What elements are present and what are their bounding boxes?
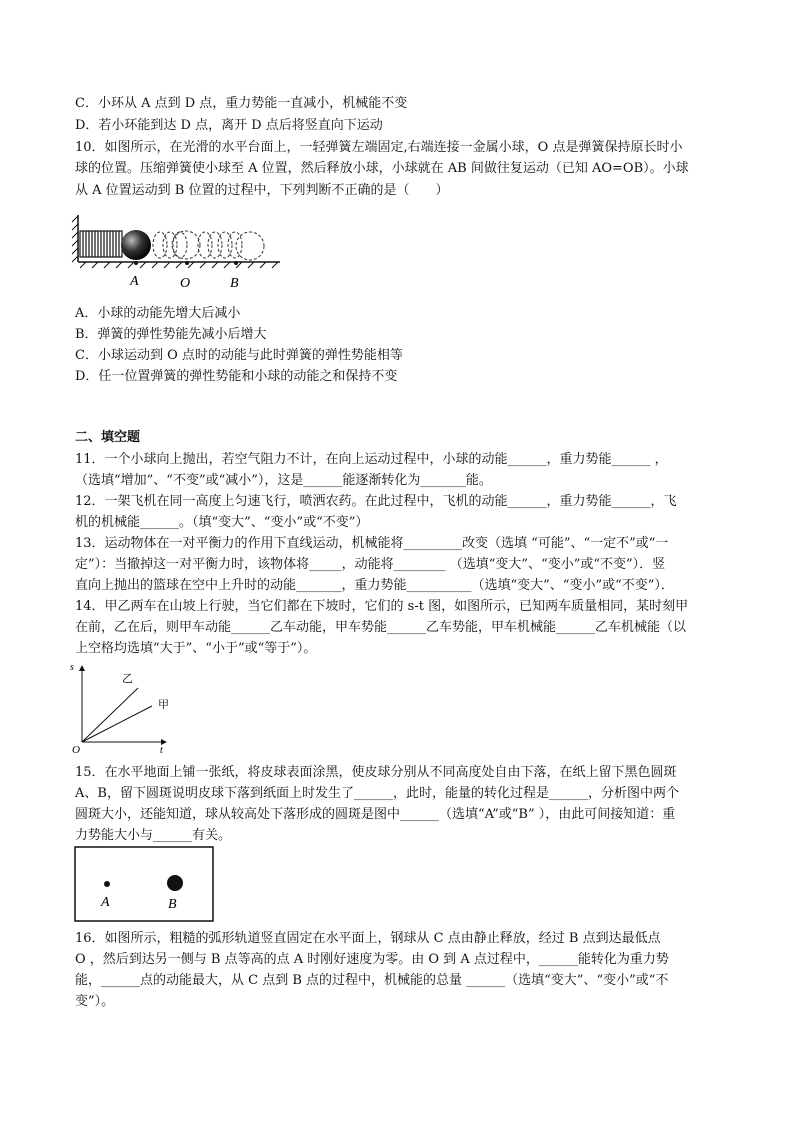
q10-spring-figure <box>70 210 285 290</box>
q14-st-graph <box>68 660 178 755</box>
q15-line-2: A、B，留下圆斑说明皮球下落到纸面上时发生了______，此时，能量的转化过程是______，分析图中两个 <box>75 786 679 801</box>
q11-line-1: 11．一个小球向上抛出，若空气阻力不计，在向上运动过程中，小球的动能______，重力势能______ ， <box>75 452 668 467</box>
q16-line-1: 16．如图所示，粗糙的弧形轨道竖直固定在水平面上，钢球从 C 点由静止释放，经过 B 点到达最低点 <box>75 931 661 946</box>
option-d-q9: D．若小环能到达 D 点，离开 D 点后将竖直向下运动 <box>75 118 383 133</box>
label-o: O <box>180 276 191 290</box>
q14-line-1: 14．甲乙两车在山坡上行驶，当它们都在下坡时，它们的 s-t 图，如图所示，已知两车质量相同，某时刻甲 <box>75 599 689 614</box>
line-jia <box>82 706 152 742</box>
q15-line-4: 力势能大小与______有关。 <box>75 828 232 843</box>
spot-a-label: A <box>101 895 110 910</box>
q11-line-2: （选填“增加”、“不变”或“减小”），这是______能逐渐转化为_______能。 <box>75 473 492 488</box>
label-yi: 乙 <box>122 673 133 685</box>
q16-line-2: O ，然后到达另一侧与 B 点等高的点 A 时刚好速度为零。由 O 到 A 点过程中，______能转化为重力势 <box>75 952 669 967</box>
q14-line-3: 上空格均选填“大于”、“小于”或“等于”）。 <box>75 641 317 656</box>
extended-spring-dashed <box>153 231 264 260</box>
axis-s-label: s <box>70 662 74 673</box>
q15-spots-figure <box>74 846 216 924</box>
q10-stem-3: 从 A 位置运动到 B 位置的过程中，下列判断不正确的是（ ） <box>75 183 449 198</box>
label-jia: 甲 <box>158 699 169 711</box>
q13-line-3: 直向上抛出的篮球在空中上升时的动能_______，重力势能__________（选填“变大”、“变小”或“不变”）． <box>75 578 674 593</box>
label-b: B <box>230 276 239 290</box>
q15-line-1: 15．在水平地面上铺一张纸，将皮球表面涂黑，使皮球分别从不同高度处自由下落，在纸上留下黑色圆斑 <box>75 765 677 780</box>
q14-line-2: 在前，乙在后，则甲车动能______乙车动能，甲车势能______乙车势能，甲车机械能______乙车机械能（以 <box>75 620 687 635</box>
q13-line-2: 定”）：当撤掉这一对平衡力时，该物体将_____，动能将________ （选填“变大”、“变小”或“不变”）．竖 <box>75 557 666 572</box>
q12-line-1: 12．一架飞机在同一高度上匀速飞行，喷洒农药。在此过程中，飞机的动能______，重力势能______，飞 <box>75 494 677 509</box>
label-a: A <box>130 274 139 289</box>
compressed-spring <box>80 231 122 257</box>
q13-line-1: 13．运动物体在一对平衡力的作用下直线运动，机械能将_________改变（选填 “可能”、“一定不”或“一 <box>75 536 669 551</box>
q10-stem-1: 10．如图所示，在光滑的水平台面上，一轻弹簧左端固定,右端连接一金属小球，O 点是弹簧保持原长时小 <box>75 140 683 155</box>
q15-line-3: 圆斑大小，还能知道，球从较高处下落形成的圆斑是图中______（选填“A”或“B” ），由此可间接知道：重 <box>75 807 676 822</box>
metal-ball <box>121 230 151 260</box>
spot-a <box>104 881 110 887</box>
q10-option-a: A．小球的动能先增大后减小 <box>75 306 241 321</box>
q16-line-4: 变”）。 <box>75 994 115 1009</box>
q10-option-c: C．小球运动到 O 点时的动能与此时弹簧的弹性势能相等 <box>75 348 403 363</box>
q10-option-d: D．任一位置弹簧的弹性势能和小球的动能之和保持不变 <box>75 369 398 384</box>
line-yi <box>82 688 138 742</box>
origin-label: O <box>72 744 80 755</box>
q12-line-2: 机的机械能______。（填“变大”、“变小”或“不变”） <box>75 515 369 530</box>
q10-option-b: B．弹簧的弹性势能先减小后增大 <box>75 327 267 342</box>
option-c-q9: C．小环从 A 点到 D 点，重力势能一直减小，机械能不变 <box>75 96 408 111</box>
spot-b <box>167 875 183 891</box>
axis-t-label: t <box>160 745 163 755</box>
spot-b-label: B <box>168 897 177 912</box>
section-fill-blank: 二、填空题 <box>75 430 141 445</box>
q10-stem-2: 球的位置。压缩弹簧使小球至 A 位置，然后释放小球，小球就在 AB 间做往复运动（已知 AO=OB）。小球 <box>75 161 689 176</box>
q16-line-3: 能，______点的动能最大，从 C 点到 B 点的过程中，机械能的总量 ______（选填“变大”、“变小”或“不 <box>75 973 669 988</box>
